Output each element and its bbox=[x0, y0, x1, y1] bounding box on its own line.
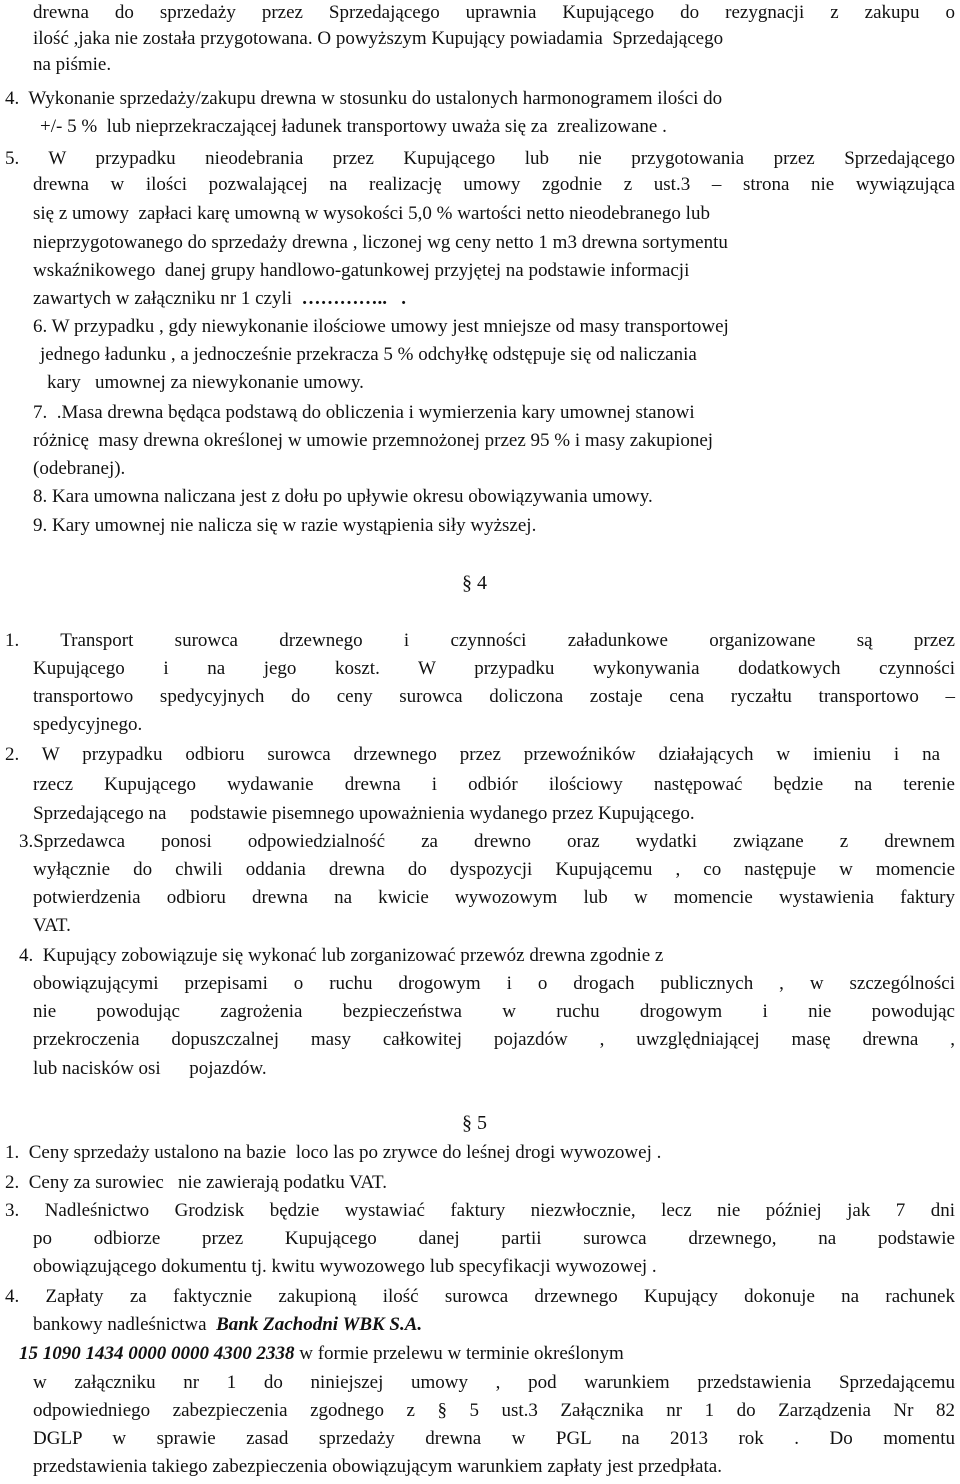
paragraph-line: drewna do sprzedaży przez Sprzedającego uprawnia Kupującego do rezygnacji z zakupu o bbox=[33, 2, 955, 23]
list-item-5-cont: nieprzygotowanego do sprzedaży drewna , liczonej wg ceny netto 1 m3 drewna sortymentu bbox=[33, 232, 728, 253]
list-item-3-cont: obowiązującego dokumentu tj. kwitu wywozowego lub specyfikacji wywozowej . bbox=[33, 1256, 657, 1277]
list-item-4-cont: odpowiedniego zabezpieczenia zgodnego z § 5 ust.3 Załącznika nr 1 do Zarządzenia Nr 82 bbox=[33, 1400, 955, 1421]
list-item-3-cont: potwierdzenia odbioru drewna na kwicie wywozowym lub w momencie wystawienia faktury bbox=[33, 887, 955, 908]
list-item-4-cont: lub nacisków osi pojazdów. bbox=[33, 1058, 267, 1079]
list-item-2: 2. W przypadku odbioru surowca drzewnego przez przewoźników działających w imieniu i na bbox=[5, 744, 940, 765]
list-item-3: 3. Nadleśnictwo Grodzisk będzie wystawiać faktury niezwłocznie, lecz nie później jak 7 dni bbox=[5, 1200, 955, 1221]
list-item-2-cont: Sprzedającego na podstawie pisemnego upoważnienia wydanego przez Kupującego. bbox=[33, 803, 695, 824]
list-item-5-cont: drewna w ilości pozwalającej na realizację umowy zgodnie z ust.3 – strona nie wywiązująca bbox=[33, 174, 955, 195]
list-item-5: 5. W przypadku nieodebrania przez Kupującego lub nie przygotowania przez Sprzedającego bbox=[5, 148, 955, 169]
list-item-6-cont: kary umownej za niewykonanie umowy. bbox=[47, 372, 364, 393]
list-item-4-cont bbox=[19, 1341, 624, 1367]
list-item-9: 9. Kary umownej nie nalicza się w razie wystąpienia siły wyższej. bbox=[33, 515, 537, 536]
list-item-8: 8. Kara umowna naliczana jest z dołu po upływie okresu obowiązywania umowy. bbox=[33, 486, 653, 507]
list-item-6-cont: jednego ładunku , a jednocześnie przekracza 5 % odchyłkę odstępuje się od naliczania bbox=[40, 344, 697, 365]
list-item-3-cont: wyłącznie do chwili oddania drewna do dyspozycji Kupującemu , co następuje w momencie bbox=[33, 859, 955, 880]
list-item-5-cont: wskaźnikowego danej grupy handlowo-gatunkowej przyjętej na podstawie informacji bbox=[33, 260, 690, 281]
list-item-4-cont: +/- 5 % lub nieprzekraczającej ładunek transportowy uważa się za zrealizowane . bbox=[40, 116, 667, 137]
list-item-1-cont: Kupującego i na jego koszt. W przypadku wykonywania dodatkowych czynności bbox=[33, 658, 955, 679]
bank-account-number: 15 1090 1434 0000 0000 4300 2338 bbox=[19, 1343, 295, 1364]
list-item-1: 1. Ceny sprzedaży ustalono na bazie loco las po zrywce do leśnej drogi wywozowej . bbox=[5, 1142, 662, 1163]
list-item-7: 7. .Masa drewna będąca podstawą do obliczenia i wymierzenia kary umownej stanowi bbox=[33, 402, 695, 423]
list-item-2-cont: rzecz Kupującego wydawanie drewna i odbiór ilościowy następować będzie na terenie bbox=[33, 774, 955, 795]
list-item-4: 4. Wykonanie sprzedaży/zakupu drewna w stosunku do ustalonych harmonogramem ilości do bbox=[5, 88, 723, 109]
blank-placeholder: ………….. . bbox=[301, 288, 407, 309]
list-item-4-cont: w załączniku nr 1 do niniejszej umowy , pod warunkiem przedstawienia Sprzedającemu bbox=[33, 1372, 955, 1393]
list-item-5-text: zawartych w załączniku nr 1 czyli bbox=[33, 288, 302, 309]
list-item-3-cont: VAT. bbox=[33, 915, 71, 936]
paragraph-line: na piśmie. bbox=[33, 54, 112, 75]
list-item-1: 1. Transport surowca drzewnego i czynności załadunkowe organizowane są przez bbox=[5, 630, 955, 651]
section-heading-5: § 5 bbox=[462, 1112, 487, 1134]
list-item-6: 6. W przypadku , gdy niewykonanie ilościowe umowy jest mniejsze od masy transportowej bbox=[33, 316, 729, 337]
list-item-7-cont: (odebranej). bbox=[33, 458, 126, 479]
list-item-4-cont: przekroczenia dopuszczalnej masy całkowitej pojazdów , uwzględniającej masę drewna , bbox=[33, 1029, 955, 1050]
paragraph-line: ilość ,jaka nie została przygotowana. O powyższym Kupujący powiadamia Sprzedającego bbox=[33, 28, 724, 49]
list-item-4: 4. Zapłaty za faktycznie zakupioną ilość surowca drzewnego Kupujący dokonuje na rachunek bbox=[5, 1286, 955, 1307]
list-item-4-cont: obowiązującymi przepisami o ruchu drogowym i o drogach publicznych , w szczególności bbox=[33, 973, 955, 994]
list-item-4-cont: przedstawienia takiego zabezpieczenia obowiązującym warunkiem zapłaty jest przedpłata. bbox=[33, 1456, 722, 1477]
list-item-4-cont: DGLP w sprawie zasad sprzedaży drewna w PGL na 2013 rok . Do momentu bbox=[33, 1428, 955, 1449]
section-heading-4: § 4 bbox=[462, 572, 487, 594]
list-item-4: 4. Kupujący zobowiązuje się wykonać lub zorganizować przewóz drewna zgodnie z bbox=[19, 945, 664, 966]
bank-label: bankowy nadleśnictwa bbox=[33, 1314, 217, 1335]
list-item-3: 3.Sprzedawca ponosi odpowiedzialność za drewno oraz wydatki związane z drewnem bbox=[19, 831, 955, 852]
list-item-7-cont: różnicę masy drewna określonej w umowie przemnożonej przez 95 % i masy zakupionej bbox=[33, 430, 714, 451]
list-item-5-cont bbox=[33, 286, 406, 312]
payment-text: w formie przelewu w terminie określonym bbox=[294, 1343, 624, 1364]
list-item-4-cont bbox=[33, 1312, 422, 1338]
list-item-1-cont: spedycyjnego. bbox=[33, 714, 143, 735]
list-item-1-cont: transportowo spedycyjnych do ceny surowca doliczona zostaje cena ryczałtu transportowo – bbox=[33, 686, 955, 707]
bank-name: Bank Zachodni WBK S.A. bbox=[216, 1314, 423, 1335]
list-item-3-cont: po odbiorze przez Kupującego danej partii surowca drzewnego, na podstawie bbox=[33, 1228, 955, 1249]
list-item-4-cont: nie powodując zagrożenia bezpieczeństwa w ruchu drogowym i nie powodując bbox=[33, 1001, 955, 1022]
list-item-5-cont: się z umowy zapłaci karę umowną w wysokości 5,0 % wartości netto nieodebranego lub bbox=[33, 203, 710, 224]
list-item-2: 2. Ceny za surowiec nie zawierają podatku VAT. bbox=[5, 1172, 387, 1193]
